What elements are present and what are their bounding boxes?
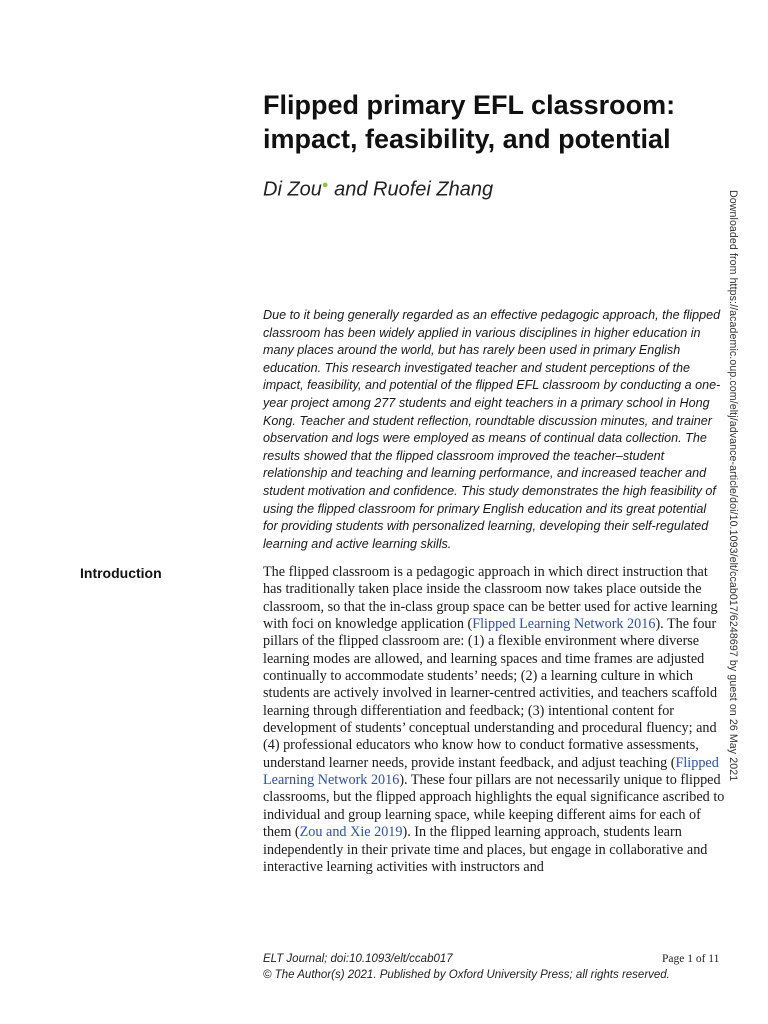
author-list	[263, 172, 493, 203]
author-connector: and	[328, 178, 374, 201]
page-number: Page 1 of 11	[662, 953, 720, 965]
citation-link[interactable]: Zou and Xie 2019	[299, 824, 403, 841]
author-name: Ruofei Zhang	[373, 178, 494, 201]
copyright-notice: © The Author(s) 2021. Published by Oxford University Press; all rights reserved.	[263, 969, 670, 981]
body-text-segment: The flipped classroom is a pedagogic approach in which direct instruction that has traditionally taken place inside the classroom now takes place outside the classroom, so that the in-class group space can be better used for active learning with foci on knowledge application (	[263, 564, 718, 633]
download-stamp: Downloaded from https://academic.oup.com/eltj/advance-article/doi/10.1093/elt/ccab017/6248697 by guest on 26 May 2021	[727, 190, 739, 782]
abstract: Due to it being generally regarded as an effective pedagogic approach, the flipped classroom has been widely applied in various disciplines in higher education in many places around the world, but has rarely been used in primary English education. This research investigated teacher and student perceptions of the impact, feasibility, and potential of the flipped EFL classroom by conducting a one-year project among 277 students and eight teachers in a primary school in Hong Kong. Teacher and student reflection, roundtable discussion minutes, and trainer observation and logs were employed as means of continual data collection. The results showed that the flipped classroom improved the teacher–student relationship and teaching and learning performance, and increased teacher and student motivation and confidence. This study demonstrates the high feasibility of using the flipped classroom for primary English education and its great potential for providing students with personalized learning, developing their self-regulated learning and active learning skills.	[263, 308, 721, 551]
citation-link[interactable]: Flipped Learning Network 2016	[263, 754, 719, 789]
section-heading-introduction: Introduction	[80, 565, 162, 581]
body-text-segment: ). These four pillars are not necessarily unique to flipped classrooms, but the flipped approach highlights the equal significance ascribed to individual and group learning space, while keeping different aims for each of them (	[263, 772, 725, 841]
orcid-icon[interactable]: ●	[321, 179, 329, 191]
page-footer	[263, 951, 670, 983]
article-title: Flipped primary EFL classroom: impact, feasibility, and potential	[263, 90, 676, 154]
body-text-segment: ). The four pillars of the flipped classroom are: (1) a flexible environment where diverse learning modes are allowed, and learning spaces and time frames are adjusted continually to accommodate students’ needs; (2) a learning culture in which students are actively involved in learner-centred activities, and teachers scaffold learning through differentiation and feedback; (3) intentional content for development of students’ conceptual understanding and procedural fluency; and (4) professional educators who know how to conduct formative assessments, understand learner needs, provide instant feedback, and adjust teaching (	[263, 616, 718, 771]
citation-link[interactable]: Flipped Learning Network 2016	[472, 616, 656, 633]
body-text-segment: ). In the flipped learning approach, students learn independently in their private time and places, but engage in collaborative and interactive learning activities with instructors and	[263, 824, 708, 875]
journal-doi: ELT Journal; doi:10.1093/elt/ccab017	[263, 953, 453, 965]
introduction-paragraph	[263, 564, 725, 876]
author-name: Di Zou	[263, 178, 322, 201]
